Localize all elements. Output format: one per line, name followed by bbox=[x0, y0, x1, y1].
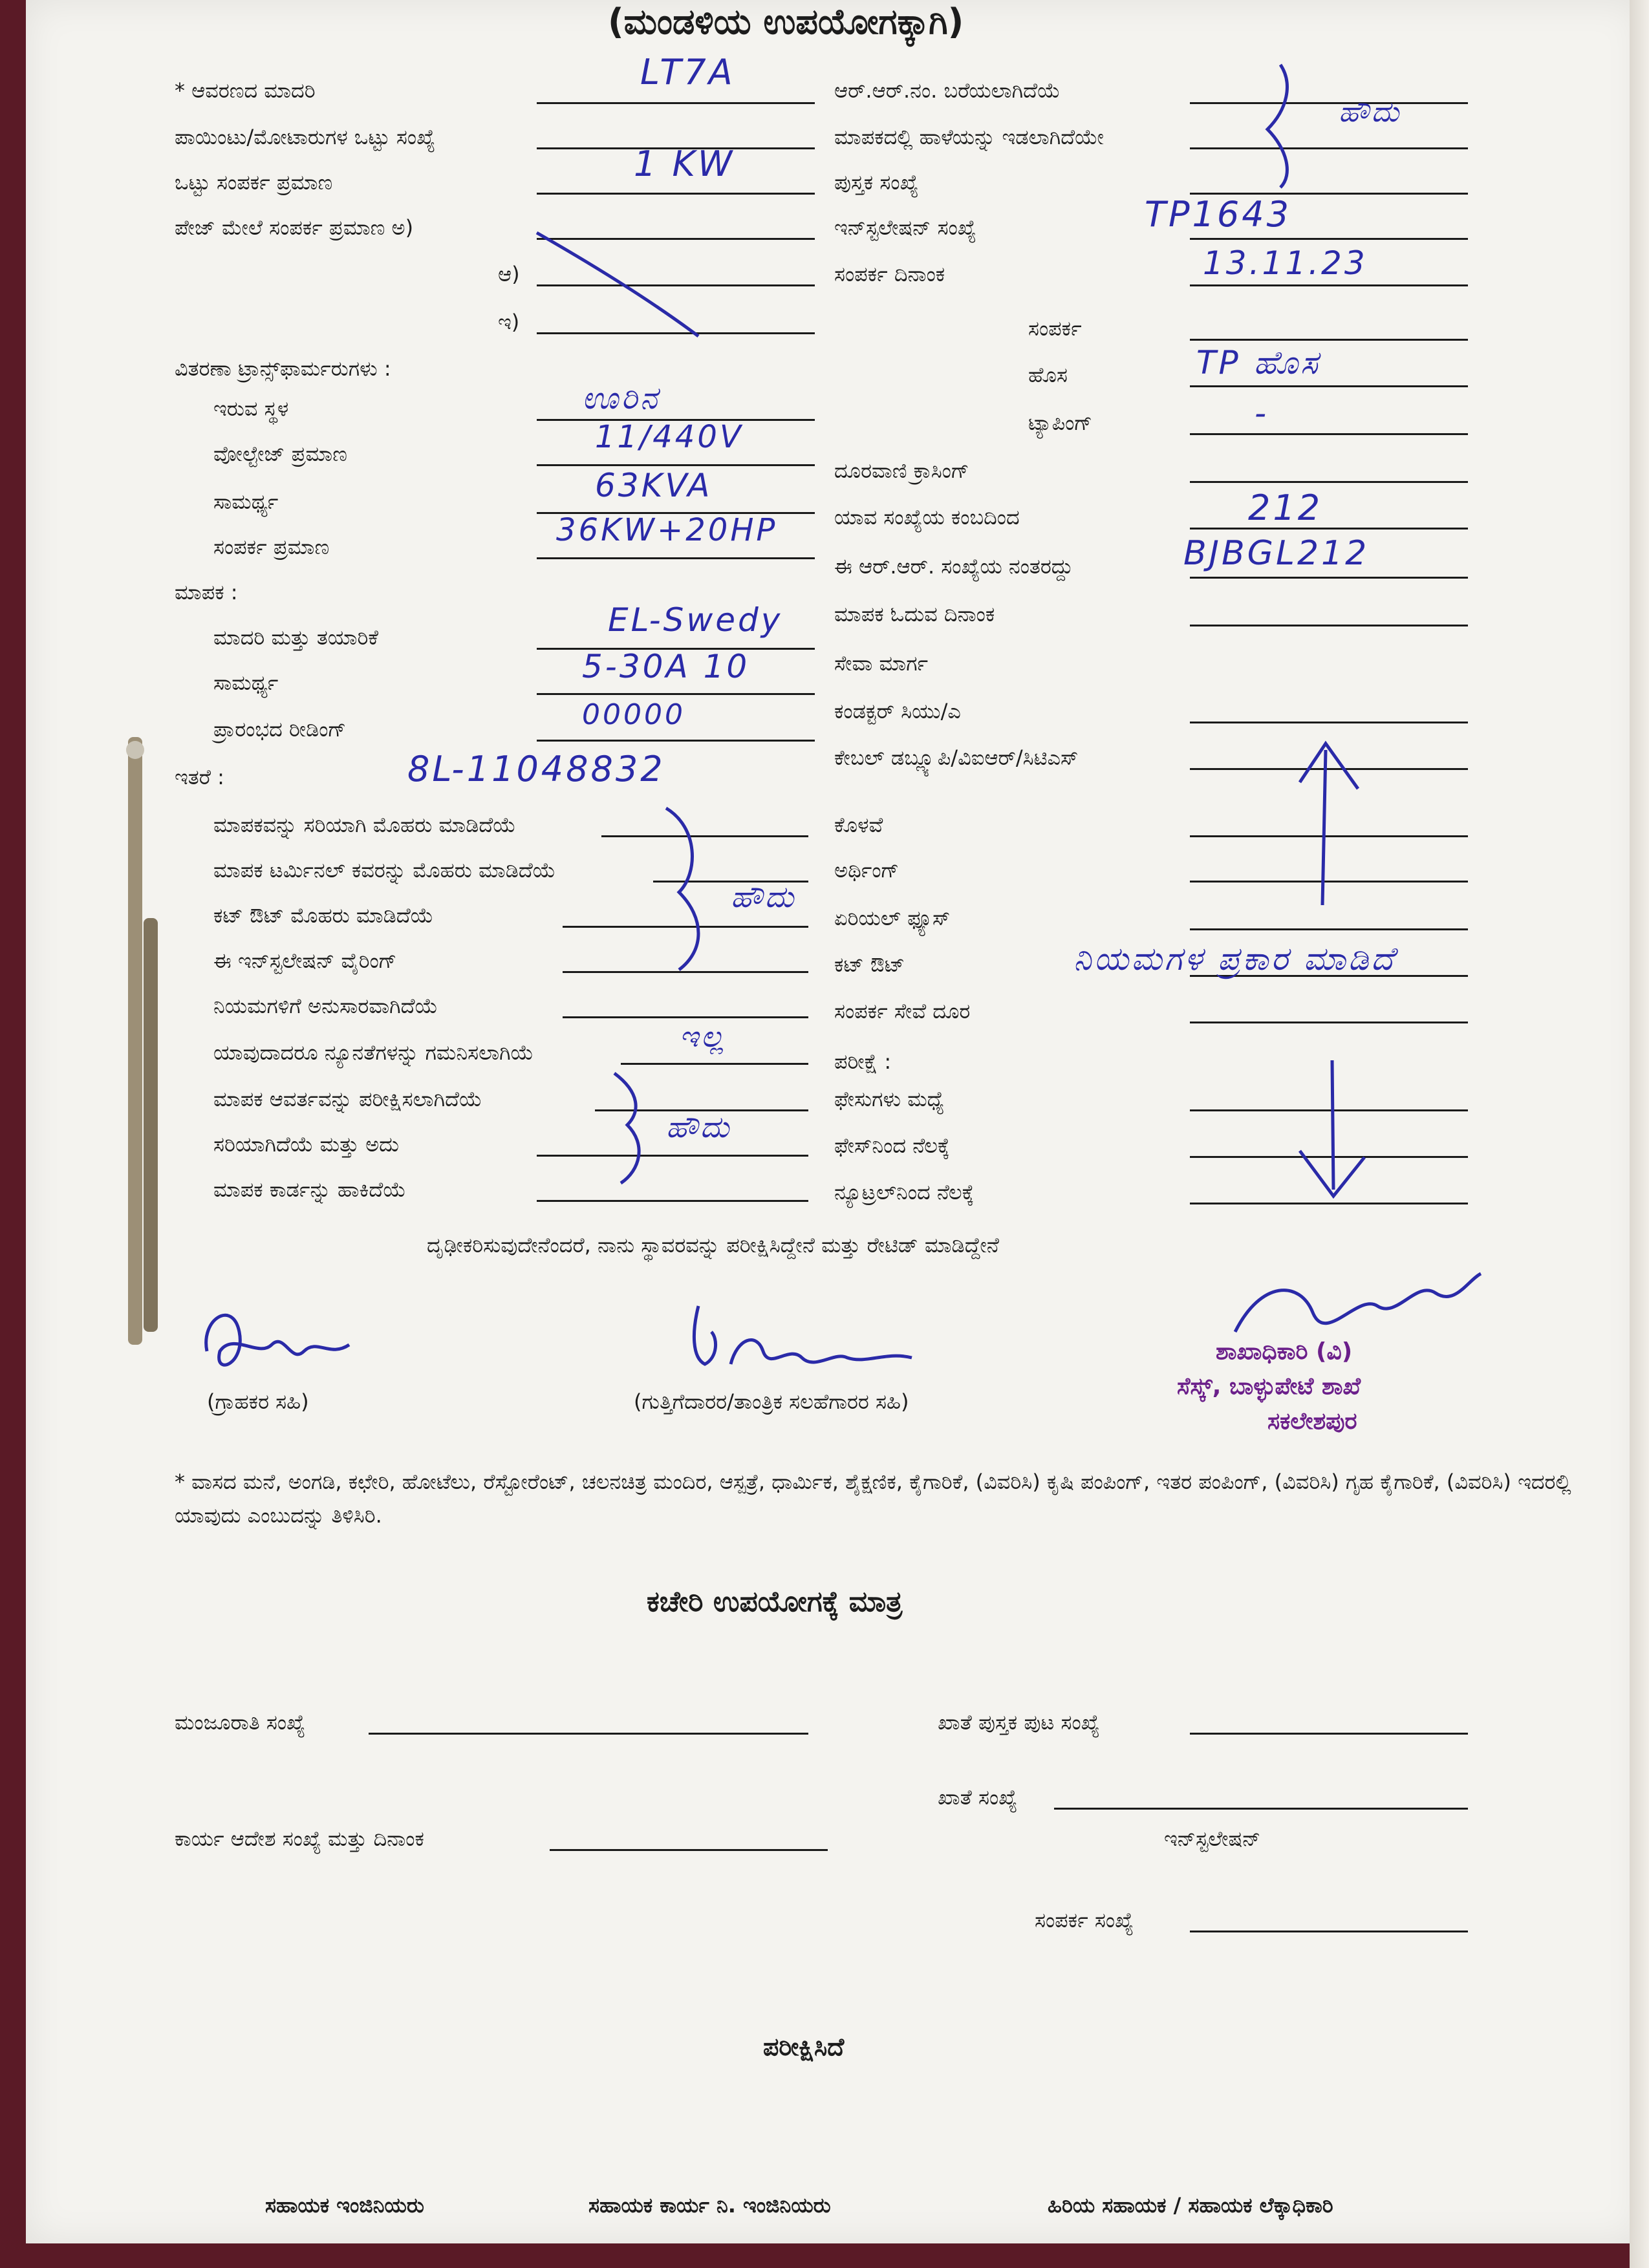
pen-brace-right bbox=[1267, 65, 1287, 187]
label-connection-date: ಸಂಪರ್ಕ ದಿನಾಂಕ bbox=[834, 262, 945, 286]
line-work-order bbox=[550, 1849, 828, 1851]
hw-sealed: ಹೌದು bbox=[731, 879, 797, 914]
label-terminal-sealed: ಮಾಪಕ ಟರ್ಮಿನಲ್ ಕವರನ್ನು ಮೊಹರು ಮಾಡಿದೆಯೆ bbox=[213, 858, 556, 883]
hw-rr-yes: ಹೌದು bbox=[1339, 96, 1402, 129]
label-test: ಪರೀಕ್ಷೆ : bbox=[834, 1049, 892, 1074]
pen-brace-lower bbox=[614, 1073, 639, 1183]
label-location: ಇರುವ ಸ್ಥಳ bbox=[213, 396, 289, 421]
label-sanction-no: ಮಂಜೂರಾತಿ ಸಂಖ್ಯೆ bbox=[175, 1710, 306, 1735]
label-total-load: ಒಟ್ಟು ಸಂಪರ್ಕ ಪ್ರಮಾಣ bbox=[175, 170, 333, 195]
label-conductor: ಕಂಡಕ್ಟರ್ ಸಿಯು/ಎ bbox=[834, 699, 961, 723]
premises-note: * ವಾಸದ ಮನೆ, ಅಂಗಡಿ, ಕಛೇರಿ, ಹೋಟೆಲು, ರೆಸ್ಟೋರೆಂಟ್, ಚಲನಚಿತ್ರ ಮಂದಿರ, ಆಸ್ಪತ್ರೆ, ಧಾರ್ಮಿಕ, ಶೈಕ್ಷಣಿಕ, ಕೈಗಾರಿಕೆ, (ವಿವರಿಸಿ) ಕೃಷಿ ಪಂಪಿಂಗ್, ಇತರ ಪಂಪಿಂಗ್, (ವಿವರಿಸಿ) ಗೃಹ ಕೈಗಾರಿಕೆ, (ವಿವರಿಸಿ) ಇದರಲ್ಲಿ ಯಾವುದು ಎಂಬುದನ್ನು ತಿಳಿಸಿರಿ. bbox=[175, 1470, 1571, 1528]
hw-new: TP ಹೊಸ bbox=[1196, 344, 1320, 381]
footer-assistant-engineer: ಸಹಾಯಕ ಇಂಜಿನಿಯರು bbox=[265, 2193, 424, 2218]
binder-clip-icon bbox=[123, 724, 162, 1351]
hw-voltage: 11/440V bbox=[595, 419, 744, 455]
certification-text: ದೃಢೀಕರಿಸುವುದೇನೆಂದರೆ, ನಾನು ಸ್ಥಾವರವನ್ನು ಪರೀಕ್ಷಿಸಿದ್ದೇನೆ ಮತ್ತು ರೇಟಿಡ್ ಮಾಡಿದ್ದೇನೆ bbox=[427, 1233, 999, 1257]
label-defects: ಯಾವುದಾದರೂ ನ್ಯೂನತೆಗಳನ್ನು ಗಮನಿಸಲಾಗಿಯೆ bbox=[213, 1040, 534, 1065]
pen-diagonal-stroke bbox=[537, 233, 698, 336]
checked-label: ಪರೀಕ್ಷಿಸಿದೆ bbox=[763, 2033, 845, 2061]
form-header-title: (ಮಂಡಳಿಯ ಉಪಯೋಗಕ್ಕಾಗಿ) bbox=[608, 1, 964, 42]
hw-model: LT7A bbox=[640, 52, 735, 92]
label-capacity: ಸಾಮರ್ಥ್ಯ bbox=[213, 489, 279, 514]
hw-make: EL-Swedy bbox=[608, 601, 783, 639]
hw-tapping: - bbox=[1255, 394, 1269, 432]
label-connection-no: ಸಂಪರ್ಕ ಸಂಖ್ಯೆ bbox=[1035, 1908, 1134, 1932]
label-book-no: ಪುಸ್ತಕ ಸಂಖ್ಯೆ bbox=[834, 170, 919, 195]
label-meter-board: ಮಾಪಕದಲ್ಲಿ ಹಾಳೆಯನ್ನು ಇಡಲಾಗಿದೆಯೇ bbox=[834, 125, 1104, 149]
label-rules: ನಿಯಮಗಳಿಗೆ ಅನುಸಾರವಾಗಿದೆಯೆ bbox=[213, 994, 438, 1018]
line-connection-no bbox=[1190, 1931, 1468, 1932]
hw-capacity: 63KVA bbox=[595, 467, 713, 504]
label-points-motors: ಪಾಯಿಂಟು/ಮೋಟಾರುಗಳ ಒಟ್ಟು ಸಂಖ್ಯೆ bbox=[175, 125, 436, 149]
label-connected-load: ಸಂಪರ್ಕ ಪ್ರಮಾಣ bbox=[213, 535, 330, 559]
label-correct: ಸರಿಯಾಗಿದೆಯೆ ಮತ್ತು ಅದು bbox=[213, 1132, 400, 1157]
label-meter: ಮಾಪಕ : bbox=[175, 580, 238, 604]
label-reading-date: ಮಾಪಕ ಓದುವ ದಿನಾಂಕ bbox=[834, 602, 995, 626]
hw-defects: ಇಲ್ಲ bbox=[679, 1019, 727, 1054]
hw-others: 8L-11048832 bbox=[407, 749, 665, 789]
contractor-signature bbox=[679, 1293, 925, 1384]
hw-connected-load: 36KW+20HP bbox=[556, 512, 778, 548]
label-cutout-sealed: ಕಟ್ ಔಟ್ ಮೊಹರು ಮಾಡಿದೆಯೆ bbox=[213, 903, 434, 928]
label-work-order: ಕಾರ್ಯ ಆದೇಶ ಸಂಖ್ಯೆ ಮತ್ತು ದಿನಾಂಕ bbox=[175, 1826, 424, 1851]
label-service-route: ಸೇವಾ ಮಾರ್ಗ bbox=[834, 651, 929, 676]
hw-pole-no: 212 bbox=[1248, 487, 1323, 528]
footer-assistant-executive-engineer: ಸಹಾಯಕ ಕಾರ್ಯ ನಿ. ಇಂಜಿನಿಯರು bbox=[588, 2193, 831, 2218]
stamp-line-2: ಸೆಸ್ಕ್, ಬಾಳ್ಳುಪೇಟೆ ಶಾಖೆ bbox=[1177, 1373, 1361, 1400]
pen-arrow-down bbox=[1300, 1060, 1364, 1196]
line-ledger-page bbox=[1190, 1733, 1468, 1735]
label-cable: ಕೇಬಲ್ ಡಬ್ಲ್ಯೂಪಿ/ವಿಐಆರ್/ಸಿಟಿಎಸ್ bbox=[834, 745, 1079, 770]
stamp-line-1: ಶಾಖಾಧಿಕಾರಿ (ವಿ) bbox=[1216, 1338, 1353, 1365]
label-between-phases: ಫೇಸುಗಳು ಮಧ್ಯೆ bbox=[834, 1087, 945, 1111]
label-phase-earth: ಫೇಸ್‌ನಿಂದ ನೆಲಕ್ಕೆ bbox=[834, 1133, 950, 1158]
label-make-model: ಮಾದರಿ ಮತ್ತು ತಯಾರಿಕೆ bbox=[213, 625, 379, 650]
office-use-title: ಕಚೇರಿ ಉಪಯೋಗಕ್ಕೆ ಮಾತ್ರ bbox=[647, 1585, 903, 1618]
label-model: * ಆವರಣದ ಮಾದರಿ bbox=[175, 78, 316, 103]
hw-connection-date: 13.11.23 bbox=[1203, 244, 1368, 282]
label-installation-no: ಇನ್‌ಸ್ಟಲೇಷನ್ ಸಂಖ್ಯೆ bbox=[834, 215, 976, 240]
line-sanction-no bbox=[369, 1733, 808, 1735]
label-connection: ಸಂಪರ್ಕ bbox=[1028, 316, 1082, 341]
hw-after-rr: BJBGL212 bbox=[1183, 534, 1370, 573]
footer-accounts-officer: ಹಿರಿಯ ಸಹಾಯಕ / ಸಹಾಯಕ ಲೆಕ್ಕಾಧಿಕಾರಿ bbox=[1048, 2193, 1333, 2218]
label-voltage: ವೋಲ್ಟೇಜ್ ಪ್ರಮಾಣ bbox=[213, 442, 347, 466]
hw-location: ಊರಿನ bbox=[582, 380, 660, 416]
label-meter-sealed: ಮಾಪಕವನ್ನು ಸರಿಯಾಗಿ ಮೊಹರು ಮಾಡಿದೆಯೆ bbox=[213, 813, 516, 837]
label-aerial-fuse: ಏರಿಯಲ್ ಫ್ಯೂಸ್ bbox=[834, 906, 951, 930]
hw-points: 1 KW bbox=[634, 144, 735, 184]
pen-arrow-up bbox=[1300, 744, 1358, 905]
hw-meter-capacity: 5-30A 10 bbox=[582, 648, 750, 685]
label-new: ಹೊಸ bbox=[1028, 363, 1068, 387]
label-initial-reading: ಪ್ರಾರಂಭದ ರೀಡಿಂಗ್ bbox=[213, 717, 347, 742]
label-page-load-b: ಆ) bbox=[498, 262, 520, 286]
label-meter-rotation: ಮಾಪಕ ಆವರ್ತವನ್ನು ಪರೀಕ್ಷಿಸಲಾಗಿದೆಯೆ bbox=[213, 1087, 482, 1111]
label-cutout: ಕಟ್ ಔಟ್ bbox=[834, 952, 905, 977]
label-meter-capacity: ಸಾಮರ್ಥ್ಯ bbox=[213, 670, 279, 695]
label-after-rr: ಈ ಆರ್.ಆರ್. ಸಂಖ್ಯೆಯ ನಂತರದ್ದು bbox=[834, 554, 1073, 579]
stamp-line-3: ಸಕಲೇಶಪುರ bbox=[1267, 1408, 1357, 1435]
label-rr-written: ಆರ್.ಆರ್.ನಂ. ಬರೆಯಲಾಗಿದೆಯೆ bbox=[834, 78, 1061, 103]
label-meter-card: ಮಾಪಕ ಕಾರ್ಡನ್ನು ಹಾಕಿದೆಯೆ bbox=[213, 1177, 406, 1202]
hw-initial-reading: 00000 bbox=[582, 698, 685, 731]
hw-rotation: ಹೌದು bbox=[666, 1109, 732, 1144]
label-installation: ಇನ್‌ಸ್ಟಲೇಷನ್ bbox=[1164, 1826, 1261, 1851]
line-account-no bbox=[1054, 1808, 1468, 1810]
label-others: ಇತರೆ : bbox=[175, 765, 224, 789]
label-page-load-c: ಇ) bbox=[498, 310, 520, 334]
label-pole-no: ಯಾವ ಸಂಖ್ಯೆಯ ಕಂಬದಿಂದ bbox=[834, 505, 1020, 530]
label-pipe: ಕೊಳವೆ bbox=[834, 813, 883, 837]
label-wiring: ಈ ಇನ್‌ಸ್ಟಲೇಷನ್ ವೈರಿಂಗ್ bbox=[213, 948, 397, 973]
label-ledger-page: ಖಾತೆ ಪುಸ್ತಕ ಪುಟ ಸಂಖ್ಯೆ bbox=[938, 1710, 1100, 1735]
label-earthing: ಅರ್ಥಿಂಗ್ bbox=[834, 858, 900, 883]
consumer-signature-label: (ಗ್ರಾಹಕರ ಸಹಿ) bbox=[207, 1389, 309, 1414]
label-dist-transformers: ವಿತರಣಾ ಟ್ರಾನ್ಸ್‌ಫಾರ್ಮರುಗಳು : bbox=[175, 356, 391, 381]
label-neutral-earth: ನ್ಯೂಟ್ರಲ್‌ನಿಂದ ನೆಲಕ್ಕೆ bbox=[834, 1180, 975, 1204]
label-account-no: ಖಾತೆ ಸಂಖ್ಯೆ bbox=[938, 1785, 1018, 1810]
hw-service-note: ನಿಯಮಗಳ ಪ್ರಕಾರ ಮಾಡಿದೆ bbox=[1073, 940, 1396, 978]
pen-brace-left bbox=[666, 808, 698, 970]
label-service-distance: ಸಂಪರ್ಕ ಸೇವೆ ದೂರ bbox=[834, 999, 971, 1023]
label-page-load-a: ಪೇಜ್ ಮೇಲೆ ಸಂಪರ್ಕ ಪ್ರಮಾಣ ಅ) bbox=[175, 215, 414, 240]
label-telephone-crossing: ದೂರವಾಣಿ ಕ್ರಾಸಿಂಗ್ bbox=[834, 458, 969, 483]
consumer-signature bbox=[194, 1293, 388, 1384]
label-tapping: ಟ್ಯಾಪಿಂಗ್ bbox=[1028, 411, 1093, 435]
hw-installation-no: TP1643 bbox=[1145, 194, 1291, 235]
contractor-signature-label: (ಗುತ್ತಿಗೆದಾರರ/ತಾಂತ್ರಿಕ ಸಲಹೆಗಾರರ ಸಹಿ) bbox=[634, 1389, 909, 1414]
